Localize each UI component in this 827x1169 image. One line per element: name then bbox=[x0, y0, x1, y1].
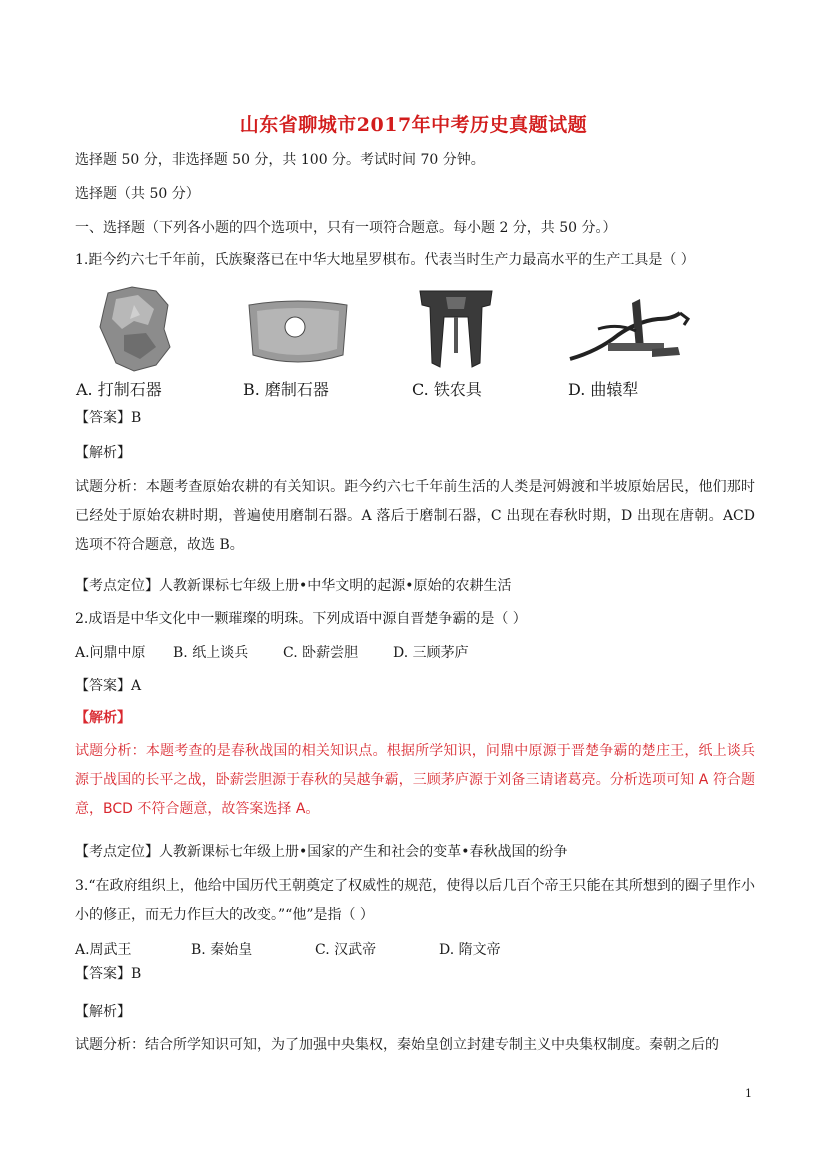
polished-stone-tool-image bbox=[243, 299, 353, 369]
figure-b-caption: B. 磨制石器 bbox=[243, 380, 329, 399]
question-1-knowledge-point: 【考点定位】人教新课标七年级上册•中华文明的起源•原始的农耕生活 bbox=[75, 578, 512, 594]
question-3-stem: 3.“在政府组织上，他给中国历代王朝奠定了权威性的规范，使得以后几百个帝王只能在其所想到的圈子里作小小的修正，而无力作巨大的改变。”“他”是指（ ） bbox=[75, 878, 755, 923]
question-2-stem: 2.成语是中华文化中一颗璀璨的明珠。下列成语中源自晋楚争霸的是（ ） bbox=[75, 611, 527, 627]
figure-c-caption: C. 铁农具 bbox=[412, 380, 482, 399]
instructions: 一、选择题（下列各小题的四个选项中，只有一项符合题意。每小题 2 分，共 50 分。） bbox=[75, 220, 617, 236]
figure-a bbox=[76, 285, 186, 405]
curved-plow-image bbox=[568, 293, 694, 373]
page-number: 1 bbox=[745, 1087, 752, 1100]
question-3-analysis: 试题分析：结合所学知识可知，为了加强中央集权，秦始皇创立封建专制主义中央集权制度。秦朝之后的 bbox=[75, 1037, 719, 1053]
question-2-options bbox=[75, 643, 469, 663]
question-3-option-c: C. 汉武帝 bbox=[315, 942, 377, 958]
question-3-option-b: B. 秦始皇 bbox=[191, 942, 253, 958]
exam-intro: 选择题 50 分，非选择题 50 分，共 100 分。考试时间 70 分钟。 bbox=[75, 152, 485, 168]
question-3-answer: 【答案】B bbox=[75, 966, 142, 982]
section-heading: 选择题（共 50 分） bbox=[75, 186, 200, 202]
question-2-option-a: A.问鼎中原 bbox=[75, 645, 146, 661]
figure-d bbox=[568, 285, 698, 405]
figure-c bbox=[412, 285, 522, 405]
iron-farm-tool-image bbox=[416, 287, 496, 373]
question-2-option-d: D. 三顾茅庐 bbox=[393, 645, 469, 661]
question-2-answer: 【答案】A bbox=[75, 678, 142, 694]
question-1-analysis-label: 【解析】 bbox=[75, 445, 131, 461]
question-3-analysis-label: 【解析】 bbox=[75, 1004, 131, 1020]
figure-b bbox=[243, 285, 363, 405]
question-2-knowledge-point: 【考点定位】人教新课标七年级上册•国家的产生和社会的变革•春秋战国的纷争 bbox=[75, 844, 568, 860]
question-3-option-d: D. 隋文帝 bbox=[439, 942, 501, 958]
question-2-option-b: B. 纸上谈兵 bbox=[173, 645, 249, 661]
chipped-stone-tool-image bbox=[94, 285, 174, 373]
figure-d-caption: D. 曲辕犁 bbox=[568, 380, 639, 399]
question-1-answer: 【答案】B bbox=[75, 410, 142, 426]
question-3-option-a: A.周武王 bbox=[75, 942, 132, 958]
question-1-analysis: 试题分析：本题考查原始农耕的有关知识。距今约六七千年前生活的人类是河姆渡和半坡原始居民，他们那时已经处于原始农耕时期，普遍使用磨制石器。A 落后于磨制石器，C 出现在春秋时期，D 出现在唐朝。ACD 选项不符合题意，故选 B。 bbox=[75, 479, 755, 553]
question-2-analysis: 试题分析：本题考查的是春秋战国的相关知识点。根据所学知识，问鼎中原源于晋楚争霸的楚庄王，纸上谈兵源于战国的长平之战，卧薪尝胆源于春秋的吴越争霸，三顾茅庐源于刘备三请诸葛亮。分析选项可知 A 符合题意，BCD 不符合题意，故答案选择 A。 bbox=[75, 743, 755, 817]
figure-a-caption: A. 打制石器 bbox=[76, 380, 162, 399]
page-title: 山东省聊城市2017年中考历史真题试题 bbox=[239, 114, 588, 136]
question-2-option-c: C. 卧薪尝胆 bbox=[283, 645, 359, 661]
question-1-stem: 1.距今约六七千年前，氏族聚落已在中华大地星罗棋布。代表当时生产力最高水平的生产工具是（ ） bbox=[75, 252, 695, 268]
question-3-options bbox=[75, 940, 501, 960]
question-2-analysis-label: 【解析】 bbox=[75, 710, 131, 726]
